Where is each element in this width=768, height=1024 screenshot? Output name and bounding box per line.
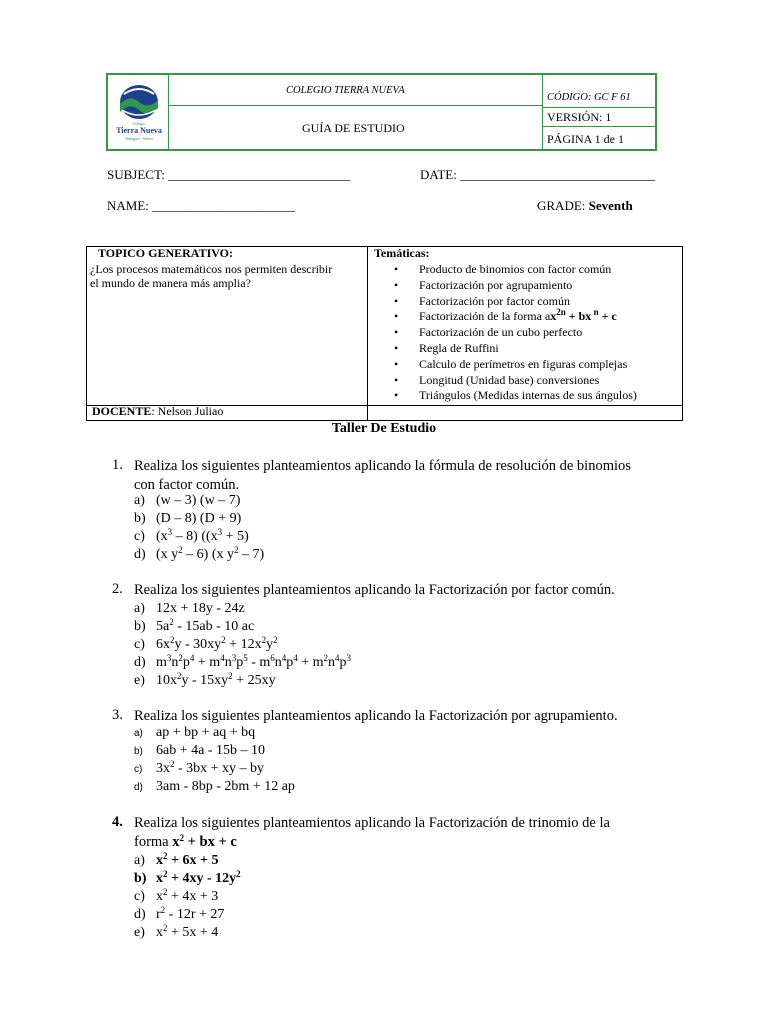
doc-title: GUÍA DE ESTUDIO (302, 121, 405, 135)
option-b: b) $x^2 + 4xy - 12y^2$ (134, 869, 241, 886)
school-name: COLEGIO TIERRA NUEVA (286, 85, 405, 96)
option-e: e) $10x^2y - 15xy^2 + 25xy$ (134, 671, 276, 688)
option-a: a) 12x + 18y - 24z (134, 601, 245, 616)
list-item: • Regla de Ruffini (374, 341, 637, 357)
header-table (106, 73, 657, 151)
name-field: NAME: ______________________ (107, 198, 296, 213)
grade-field (537, 198, 633, 214)
option-c: c) $3x^2 - 3bx$ + xy – by (134, 759, 265, 776)
tematicas-list (374, 262, 637, 404)
list-item: • Factorización por factor común (374, 294, 637, 310)
school-logo-icon (112, 80, 166, 146)
question-number: 4. (112, 814, 123, 830)
option-a: a) $x^2 + 6x + 5$ (134, 851, 219, 868)
question-text: Realiza los siguientes planteamientos aplicando la Factorización por factor común. (134, 582, 615, 598)
option-c: c) $x^2 + 4x + 3$ (134, 887, 219, 904)
doc-version: VERSIÓN: 1 (547, 110, 612, 124)
question-text: Realiza los siguientes planteamientos aplicando la Factorización de trinomio de la forma $x^2$ + bx + c (134, 815, 610, 850)
question-number: 3. (112, 707, 123, 723)
grade-value: Seventh (588, 198, 633, 213)
topic-heading: TOPICO GENERATIVO: (98, 246, 233, 260)
option-d: d) $m^3n^2p^4 + m^4n^3p^5 - m^6n^4p^4 + m^2n^4p^3$ (134, 653, 352, 670)
option-d: d) $r^2 - 12r + 27$ (134, 905, 225, 922)
option-a: a) ap + bp + aq + bq (134, 725, 256, 740)
option-e: e) $x^2 + 5x + 4$ (134, 923, 219, 940)
option-b: b) 6ab + 4a - 15b – 10 (134, 743, 265, 758)
list-item: • Factorización de un cubo perfecto (374, 325, 637, 341)
tematicas-heading: Temáticas: (374, 246, 430, 260)
list-item: • Factorización por agrupamiento (374, 278, 637, 294)
question-text: Realiza los siguientes planteamientos aplicando la Factorización por agrupamiento. (134, 708, 618, 724)
list-item: • Longitud (Unidad base) conversiones (374, 373, 637, 389)
option-b: b) $5a^2 - 15ab - 10$ ac (134, 617, 255, 634)
question-number: 1. (112, 457, 123, 473)
subject-field: SUBJECT: ____________________________ (107, 167, 351, 182)
grade-label: GRADE: (537, 198, 586, 213)
option-c: c) $(x^3 - 8) ((x^3 + 5)$ (134, 527, 249, 544)
doc-code: CÓDIGO: GC F 61 (547, 92, 631, 103)
option-d: d) 3am - 8bp - 2bm + 12 ap (134, 779, 295, 794)
list-item: • Calculo de perímetros en figuras complejas (374, 357, 637, 373)
svg-text:Bilingüe · Mixto: Bilingüe · Mixto (125, 136, 153, 141)
option-b: b) (D – 8) (D + 9) (134, 511, 242, 526)
workshop-title: Taller De Estudio (331, 421, 437, 436)
option-a: a) (w – 3) (w – 7) (134, 493, 241, 508)
question-number: 2. (112, 581, 123, 597)
svg-text:Colegio: Colegio (132, 121, 146, 126)
option-c: c) $6x^2y - 30xy^2 + 12x^2y^2$ (134, 635, 278, 652)
list-item: • Producto de binomios con factor común (374, 262, 637, 278)
list-item: • Triángulos (Medidas internas de sus ángulos) (374, 388, 637, 404)
list-item: • Factorización de la forma $ax^{2n}$ + bx $^n$ + c (374, 309, 637, 325)
svg-text:Tierra Nueva: Tierra Nueva (116, 126, 162, 135)
doc-page: PÁGINA 1 de 1 (547, 132, 624, 146)
date-field: DATE: ______________________________ (420, 167, 656, 182)
topic-question: ¿Los procesos matemáticos nos permiten describir el mundo de manera más amplia? (90, 262, 333, 290)
question-text: Realiza los siguientes planteamientos aplicando la fórmula de resolución de binomios con factor común. (134, 458, 631, 493)
docente: DOCENTE: Nelson Juliao (92, 404, 224, 418)
option-d: d) (x $y^2 - 6$) (x $y^2 - 7$) (134, 545, 265, 562)
